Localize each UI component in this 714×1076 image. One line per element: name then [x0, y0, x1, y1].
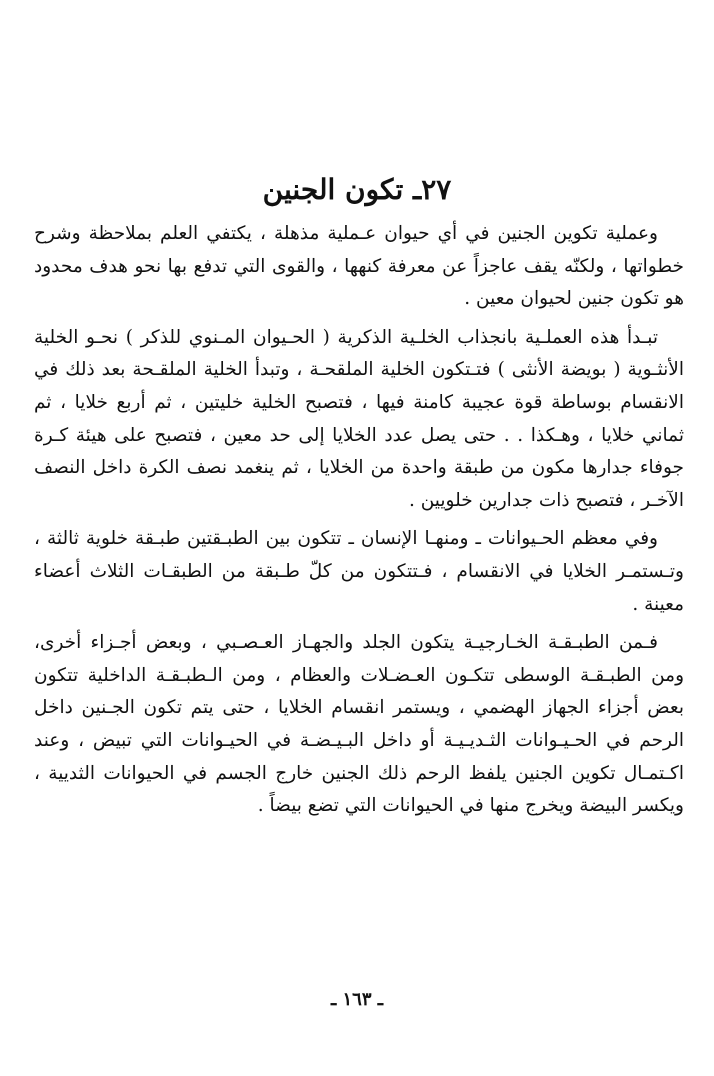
page-number: ـ ١٦٣ ـ: [330, 989, 384, 1010]
paragraph-2: تبـدأ هذه العملـية بانجذاب الخلـية الذكرية ( الحـيوان المـنوي للذكر ) نحـو الخلية الأنثـوية ( بويضة الأنثى ) فتـتكون الخلية الملقحـة ، وتبدأ الخلية الملقـحة بعد ذلك في الانقسام بوساطة قوة عجيبة كامنة فيها ، فتصبح الخلية خليتين ، ثم أربع خلايا ، ثم ثماني خلايا ، وهـكذا . . حتى يصل عدد الخلايا إلى حد معين ، فتصبح على هيئة كـرة جوفاء جدارها مكون من طبقة واحدة من الخلايا ، ثم ينغمد نصف الكرة داخل النصف الآخـر ، فتصبح ذات جدارين خلويين .: [34, 326, 684, 511]
paragraph-4: فـمن الطبـقـة الخـارجيـة يتكون الجلد والجهـاز العـصـبي ، وبعض أجـزاء أخرى، ومن الطبـقـة الوسطى تتكـون العـضـلات والعظام ، ومن الـطبـقـة الداخلية تتكون بعض أجزاء الجهاز الهضمي ، ويستمر انقسام الخلايا ، حتى يتم تكون الجـنين داخل الرحم في الحـيـوانات الثـديـيـة أو داخل البـيـضـة في الحيـوانات التي تبيض ، وعند اكـتمـال تكوين الجنين يلفظ الرحم ذلك الجنين خارج الجسم في الحيوانات الثديية ، ويكسر البيضة ويخرج منها في الحيوانات التي تضع بيضاً .: [34, 632, 684, 817]
chapter-title: ٢٧ـ تكون الجنين: [262, 173, 452, 206]
chapter-body: [34, 218, 684, 829]
paragraph-1: وعملية تكوين الجنين في أي حيوان عـملية مذهلة ، يكتفي العلم بملاحظة وشرح خطواتها ، ولكنّه يقف عاجزاً عن معرفة كنهها ، والقوى التي تدفع بها نحو هدف محدود هو تكون جنين لحيوان معين .: [34, 223, 684, 310]
paragraph-3: وفي معظم الحـيوانات ـ ومنهـا الإنسان ـ تتكون بين الطبـقتين طبـقة خلوية ثالثة ، وتـستمـر الخلايا في الانقسام ، فـتتكون من كلّ طـبقة من الطبقـات الثلاث أعضاء معينة .: [34, 528, 684, 615]
